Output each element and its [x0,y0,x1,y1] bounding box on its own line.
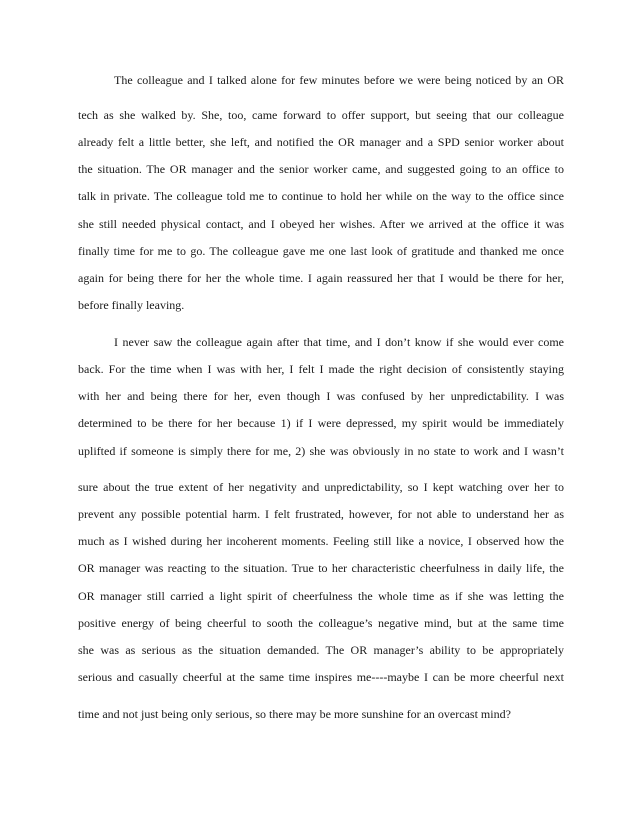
paragraph-1-line: she still needed physical contact, and I obeyed her wishes. After we arrived at the office it was [78,217,564,231]
paragraph-2-line: much as I wished during her incoherent moments. Feeling still like a novice, I observed how the [78,534,564,548]
paragraph-1-line: tech as she walked by. She, too, came forward to offer support, but seeing that our colleague [78,108,564,122]
paragraph-1-line: the situation. The OR manager and the senior worker came, and suggested going to an office to [78,162,564,176]
paragraph-1-line: again for being there for her the whole time. I again reassured her that I would be there for her, [78,271,564,285]
paragraph-1-line: already felt a little better, she left, and notified the OR manager and a SPD senior worker about [78,135,564,149]
paragraph-1-line: talk in private. The colleague told me to continue to hold her while on the way to the office since [78,189,564,203]
paragraph-1-line: finally time for me to go. The colleague gave me one last look of gratitude and thanked me once [78,244,564,258]
paragraph-2-line: determined to be there for her because 1) if I were depressed, my spirit would be immediately [78,416,564,430]
paragraph-2-line: she was as serious as the situation demanded. The OR manager’s ability to be appropriately [78,643,564,657]
paragraph-2-line: serious and casually cheerful at the same time inspires me----maybe I can be more cheerful next [78,670,564,684]
paragraph-2-line: uplifted if someone is simply there for me, 2) she was obviously in no state to work and I wasn’t [78,444,564,458]
paragraph-2-line: sure about the true extent of her negativity and unpredictability, so I kept watching over her to [78,480,564,494]
paragraph-2-line: I never saw the colleague again after that time, and I don’t know if she would ever come [114,335,564,349]
paragraph-2-line: time and not just being only serious, so there may be more sunshine for an overcast mind? [78,707,511,721]
paragraph-2-line: OR manager still carried a light spirit of cheerfulness the whole time as if she was letting the [78,589,564,603]
paragraph-2-line: positive energy of being cheerful to sooth the colleague’s negative mind, but at the same time [78,616,564,630]
paragraph-1-line: The colleague and I talked alone for few minutes before we were being noticed by an OR [114,73,564,87]
paragraph-2-line: OR manager was reacting to the situation. True to her characteristic cheerfulness in daily life, the [78,561,564,575]
paragraph-2-line: with her and being there for her, even though I was confused by her unpredictability. I was [78,389,564,403]
paragraph-2-line: prevent any possible potential harm. I felt frustrated, however, for not able to understand her as [78,507,564,521]
paragraph-1-line: before finally leaving. [78,298,185,312]
paragraph-2-line: back. For the time when I was with her, I felt I made the right decision of consistently staying [78,362,564,376]
